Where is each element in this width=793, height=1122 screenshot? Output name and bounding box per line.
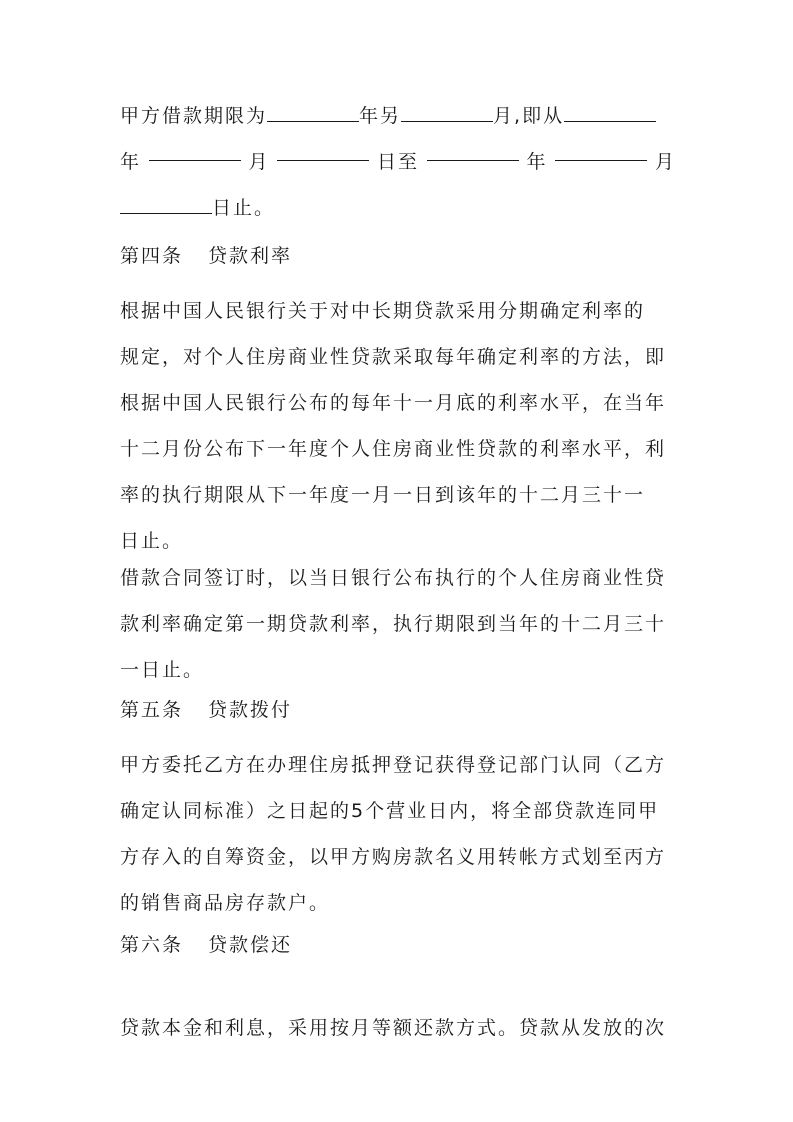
paragraph-line: 率的执行期限从下一年度一月一日到该年的十二月三十一 bbox=[120, 484, 646, 506]
article-number: 第四条 bbox=[120, 245, 184, 267]
loan-period-clause bbox=[120, 98, 676, 227]
paragraph-line: 根据中国人民银行公布的每年十一月底的利率水平，在当年 bbox=[120, 392, 667, 414]
period-text: 月 bbox=[654, 151, 676, 173]
paragraph-line: 根据中国人民银行关于对中长期贷款采用分期确定利率的 bbox=[120, 300, 646, 322]
period-text: 甲方借款期限为 bbox=[120, 105, 268, 127]
article-title: 贷款拨付 bbox=[208, 699, 293, 721]
period-text: 年 bbox=[120, 151, 142, 173]
paragraph-line: 甲方委托乙方在办理住房抵押登记获得登记部门认同（乙方 bbox=[120, 754, 667, 776]
article-title: 贷款偿还 bbox=[208, 934, 293, 956]
period-line-3 bbox=[120, 190, 676, 227]
period-text: 月 bbox=[248, 151, 270, 173]
article-number: 第六条 bbox=[120, 934, 184, 956]
paragraph-line: 日止。 bbox=[120, 530, 184, 552]
paragraph-line: 一日止。 bbox=[120, 659, 205, 681]
period-text: 日至 bbox=[376, 151, 419, 173]
paragraph-line: 方存入的自筹资金，以甲方购房款名义用转帐方式划至丙方 bbox=[120, 846, 667, 868]
article-4-paragraph-1 bbox=[120, 293, 676, 560]
article-6-heading bbox=[120, 927, 676, 964]
start-year-blank bbox=[564, 105, 656, 122]
paragraph-line: 十二月份公布下一年度个人住房商业性贷款的利率水平，利 bbox=[120, 438, 667, 460]
period-text: 月,即从 bbox=[493, 105, 565, 127]
paragraph-line: 款利率确定第一期贷款利率，执行期限到当年的十二月三十 bbox=[120, 613, 667, 635]
start-day-blank bbox=[277, 144, 369, 161]
article-5-heading bbox=[120, 692, 676, 729]
period-text: 年 bbox=[526, 151, 548, 173]
end-month-blank bbox=[555, 144, 647, 161]
article-4-heading bbox=[120, 238, 676, 275]
article-4-paragraph-2 bbox=[120, 560, 676, 689]
years-blank bbox=[267, 105, 359, 122]
period-text: 日止。 bbox=[212, 197, 276, 219]
article-number: 第五条 bbox=[120, 699, 184, 721]
paragraph-line: 规定，对个人住房商业性贷款采取每年确定利率的方法，即 bbox=[120, 346, 667, 368]
period-text: 年另 bbox=[359, 105, 402, 127]
end-year-blank bbox=[427, 144, 519, 161]
article-title: 贷款利率 bbox=[208, 245, 293, 267]
paragraph-line: 借款合同签订时，以当日银行公布执行的个人住房商业性贷 bbox=[120, 567, 667, 589]
paragraph-line: 贷款本金和利息，采用按月等额还款方式。贷款从发放的次 bbox=[120, 1017, 667, 1039]
months-blank bbox=[401, 105, 493, 122]
period-line-1 bbox=[120, 98, 676, 135]
paragraph-line: 的销售商品房存款户。 bbox=[120, 892, 331, 914]
article-6-paragraph-1 bbox=[120, 1010, 676, 1047]
paragraph-line: 确定认同标准）之日起的5个营业日内，将全部贷款连同甲 bbox=[120, 800, 660, 822]
article-5-paragraph-1 bbox=[120, 747, 676, 922]
end-day-blank bbox=[120, 197, 212, 214]
period-line-2 bbox=[120, 144, 676, 181]
start-month-blank bbox=[149, 144, 241, 161]
